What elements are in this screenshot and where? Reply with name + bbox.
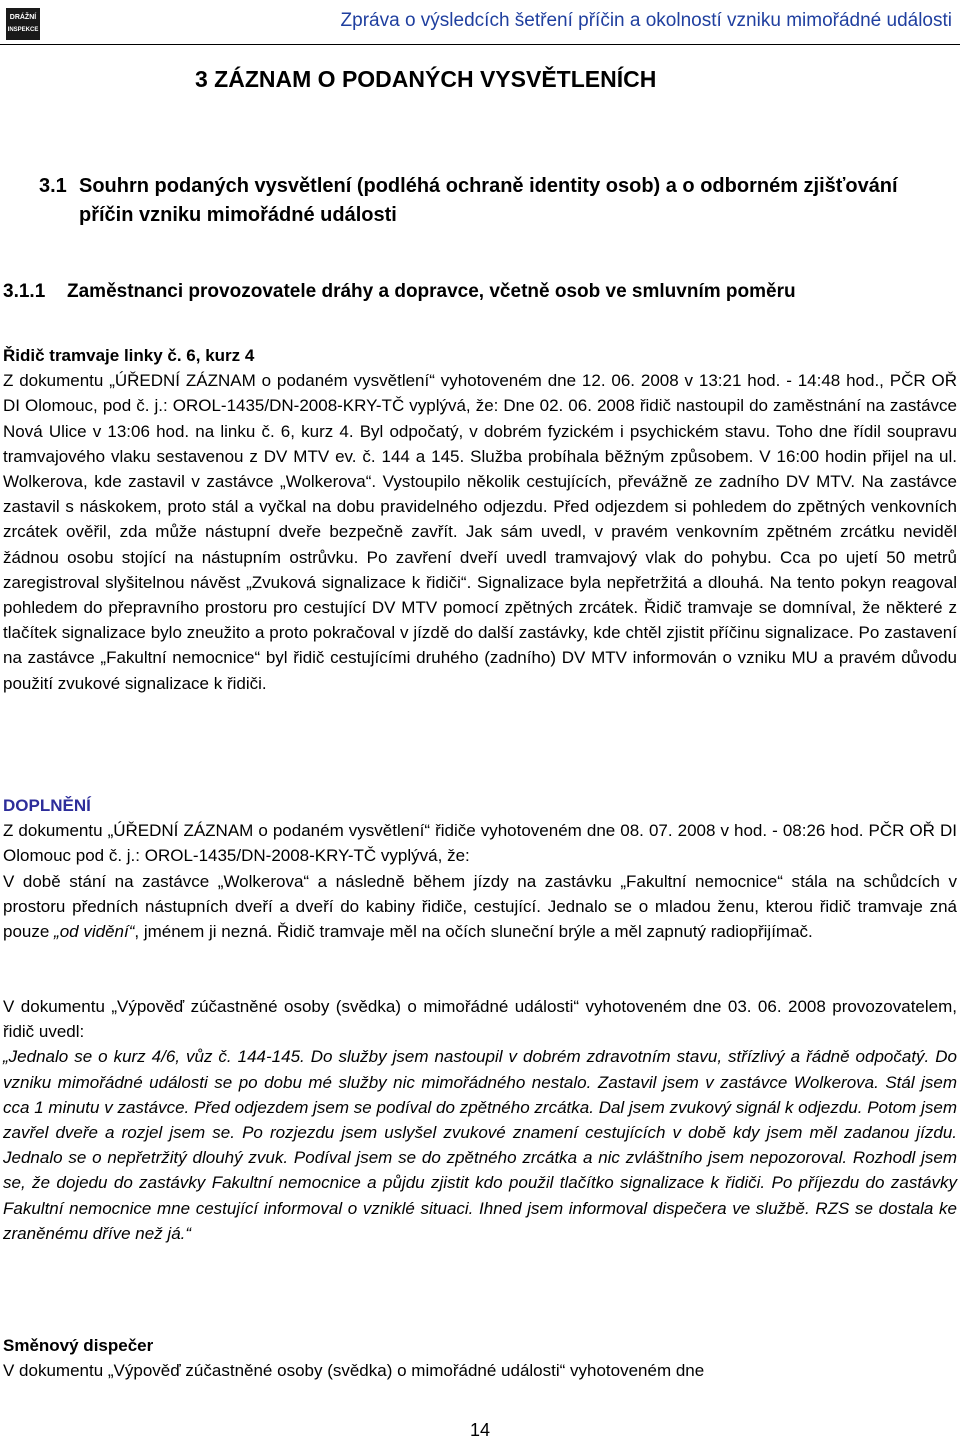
doplneni-paragraph-2 bbox=[3, 869, 957, 945]
doplneni-p2-text-a: V době stání na zastávce „Wolkerova“ a následně během jízdy na zastávku „Fakultní nemocnice“ stála na schůdcích v prostoru předních nástupních dveří a dveří do kabiny řidiče, cestující. Jednalo se o mladou ženu, kterou řidič tramvaje zná pouze bbox=[3, 871, 957, 942]
vypoved-quote bbox=[3, 1044, 957, 1246]
logo-text-line2: INSPEKCE bbox=[7, 27, 39, 33]
logo-text-line1: DRÁŽNÍ bbox=[9, 14, 37, 21]
section-number: 3.1 bbox=[39, 175, 67, 197]
vypoved-section bbox=[3, 994, 957, 1246]
driver-heading: Řidič tramvaje linky č. 6, kurz 4 bbox=[3, 346, 255, 365]
page-number: 14 bbox=[469, 1420, 491, 1440]
doplneni-section bbox=[3, 793, 957, 944]
section-title: Souhrn podaných vysvětlení (podléhá ochraně identity osob) a o odborném zjišťování příčin vzniku mimořádné události bbox=[79, 175, 898, 226]
vypoved-quote-text: „Jednalo se o kurz 4/6, vůz č. 144-145. Do služby jsem nastoupil v dobrém zdravotním stavu, střízlivý a řádně odpočatý. Do vzniku mimořádné události se po dobu mé služby nic mimořádného nestalo. Zastavil jsem v zastávce Wolkerova. Stál jsem cca 1 minutu v zastávce. Před odjezdem jsem se podíval do zpětného zrcátka. Dal jsem zvukový signál k odjezdu. Potom jsem zavřel dveře a rozjel jsem se. Po rozjezdu jsem uslyšel zvukové znamení cestujících v době kdy jsem měl zadanou jízdu. Jednalo se o nepřetržitý dlouhý zvuk. Podíval jsem se do zpětného zrcátka a nic zvláštního jsem nepozoroval. Rozhodl jsem se, že dojedu do zastávky Fakultní nemocnice a půjdu zjistit kdo použil tlačítko signalizace k řidiči. Po příjezdu do zastávky Fakultní nemocnice mne cestující informoval o vzniklé situaci. Ihned jsem informoval dispečera ve službě. RZS se dostala ke zraněnému dříve než já.“ bbox=[3, 1047, 957, 1243]
vypoved-intro: V dokumentu „Výpověď zúčastněné osoby (svědka) o mimořádné události“ vyhotoveném dne 03. 06. 2008 provozovatelem, řidič uvedl: bbox=[3, 997, 957, 1042]
driver-paragraph: Z dokumentu „ÚŘEDNÍ ZÁZNAM o podaném vysvětlení“ vyhotoveném dne 12. 06. 2008 v 13:21 hod. - 14:48 hod., PČR OŘ DI Olomouc, pod č. j.: OROL-1435/DN-2008-KRY-TČ vyplývá, že: Dne 02. 06. 2008 řidič nastoupil do zaměstnání na zastávce Nová Ulice v 13:06 hod. na linku č. 6, kurz 4. Byl odpočatý, v dobrém fyzickém i psychickém stavu. Toho dne řídil soupravu tramvajového vlaku sestavenou z DV MTV ev. č. 144 a 145. Služba probíhala běžným způsobem. V 16:00 hodin přijel na ul. Wolkerova, kde zastavil v zastávce „Wolkerova“. Vystoupilo několik cestujících, převážně ze zadního DV MTV. Na zastávce zastavil s náskokem, proto stál a vyčkal na dobu pravidelného odjezdu. Před odjezdem si pohledem do zpětných venkovních zrcátek ověřil, zda může nástupní dveře bezpečně zavřít. Jak sám uvedl, v pravém venkovním zpětném zrcátku neviděl žádnou osobu stojící na nástupním ostrůvku. Po zavření dveří uvedl tramvajový vlak do pohybu. Cca po ujetí 50 metrů zaregistroval slyšitelnou návěst „Zvuková signalizace k řidiči“. Signalizace byla nepřetržitá a dlouhá. Na tento pokyn reagoval pohledem do přepravního prostoru pro cestující DV MTV pomocí zpětných zrcátek. Řidič tramvaje se domníval, že některé z tlačítek signalizace bylo zneužito a proto pokračoval v jízdě do další zastávky, kde chtěl zjistit příčinu signalizace. Po zastavení na zastávce „Fakultní nemocnice“ byl řidič cestujícími druhého (zadního) DV MTV informován o vzniku MU a pravém důvodu použití zvukové signalizace k řidiči. bbox=[3, 371, 957, 693]
doplneni-p2-text-b: , jménem ji nezná. Řidič tramvaje měl na očích sluneční brýle a měl zapnutý radiopřijímač. bbox=[134, 922, 813, 942]
inspection-logo bbox=[6, 8, 40, 40]
driver-section bbox=[3, 343, 957, 696]
header-title: Zpráva o výsledcích šetření příčin a okolností vzniku mimořádné události bbox=[340, 10, 952, 31]
dispecer-paragraph: V dokumentu „Výpověď zúčastněné osoby (svědka) o mimořádné události“ vyhotoveném dne bbox=[3, 1361, 705, 1381]
dispecer-heading: Směnový dispečer bbox=[3, 1336, 154, 1355]
doplneni-paragraph-1: Z dokumentu „ÚŘEDNÍ ZÁZNAM o podaném vysvětlení“ řidiče vyhotoveném dne 08. 07. 2008 v hod. - 08:26 hod. PČR OŘ DI Olomouc pod č. j.: OROL-1435/DN-2008-KRY-TČ vyplývá, že: bbox=[3, 821, 957, 866]
dispecer-section bbox=[3, 1333, 957, 1383]
subsection-title: Zaměstnanci provozovatele dráhy a dopravce, včetně osob ve smluvním poměru bbox=[67, 281, 796, 302]
doplneni-p2-italic: „od vidění“ bbox=[54, 922, 135, 942]
chapter-title: 3 ZÁZNAM O PODANÝCH VYSVĚTLENÍCH bbox=[195, 66, 657, 92]
section-heading bbox=[39, 172, 951, 230]
subsection-heading bbox=[3, 277, 953, 306]
subsection-number: 3.1.1 bbox=[3, 281, 46, 302]
page-header bbox=[0, 4, 960, 45]
doplneni-heading: DOPLNĚNÍ bbox=[3, 796, 91, 815]
